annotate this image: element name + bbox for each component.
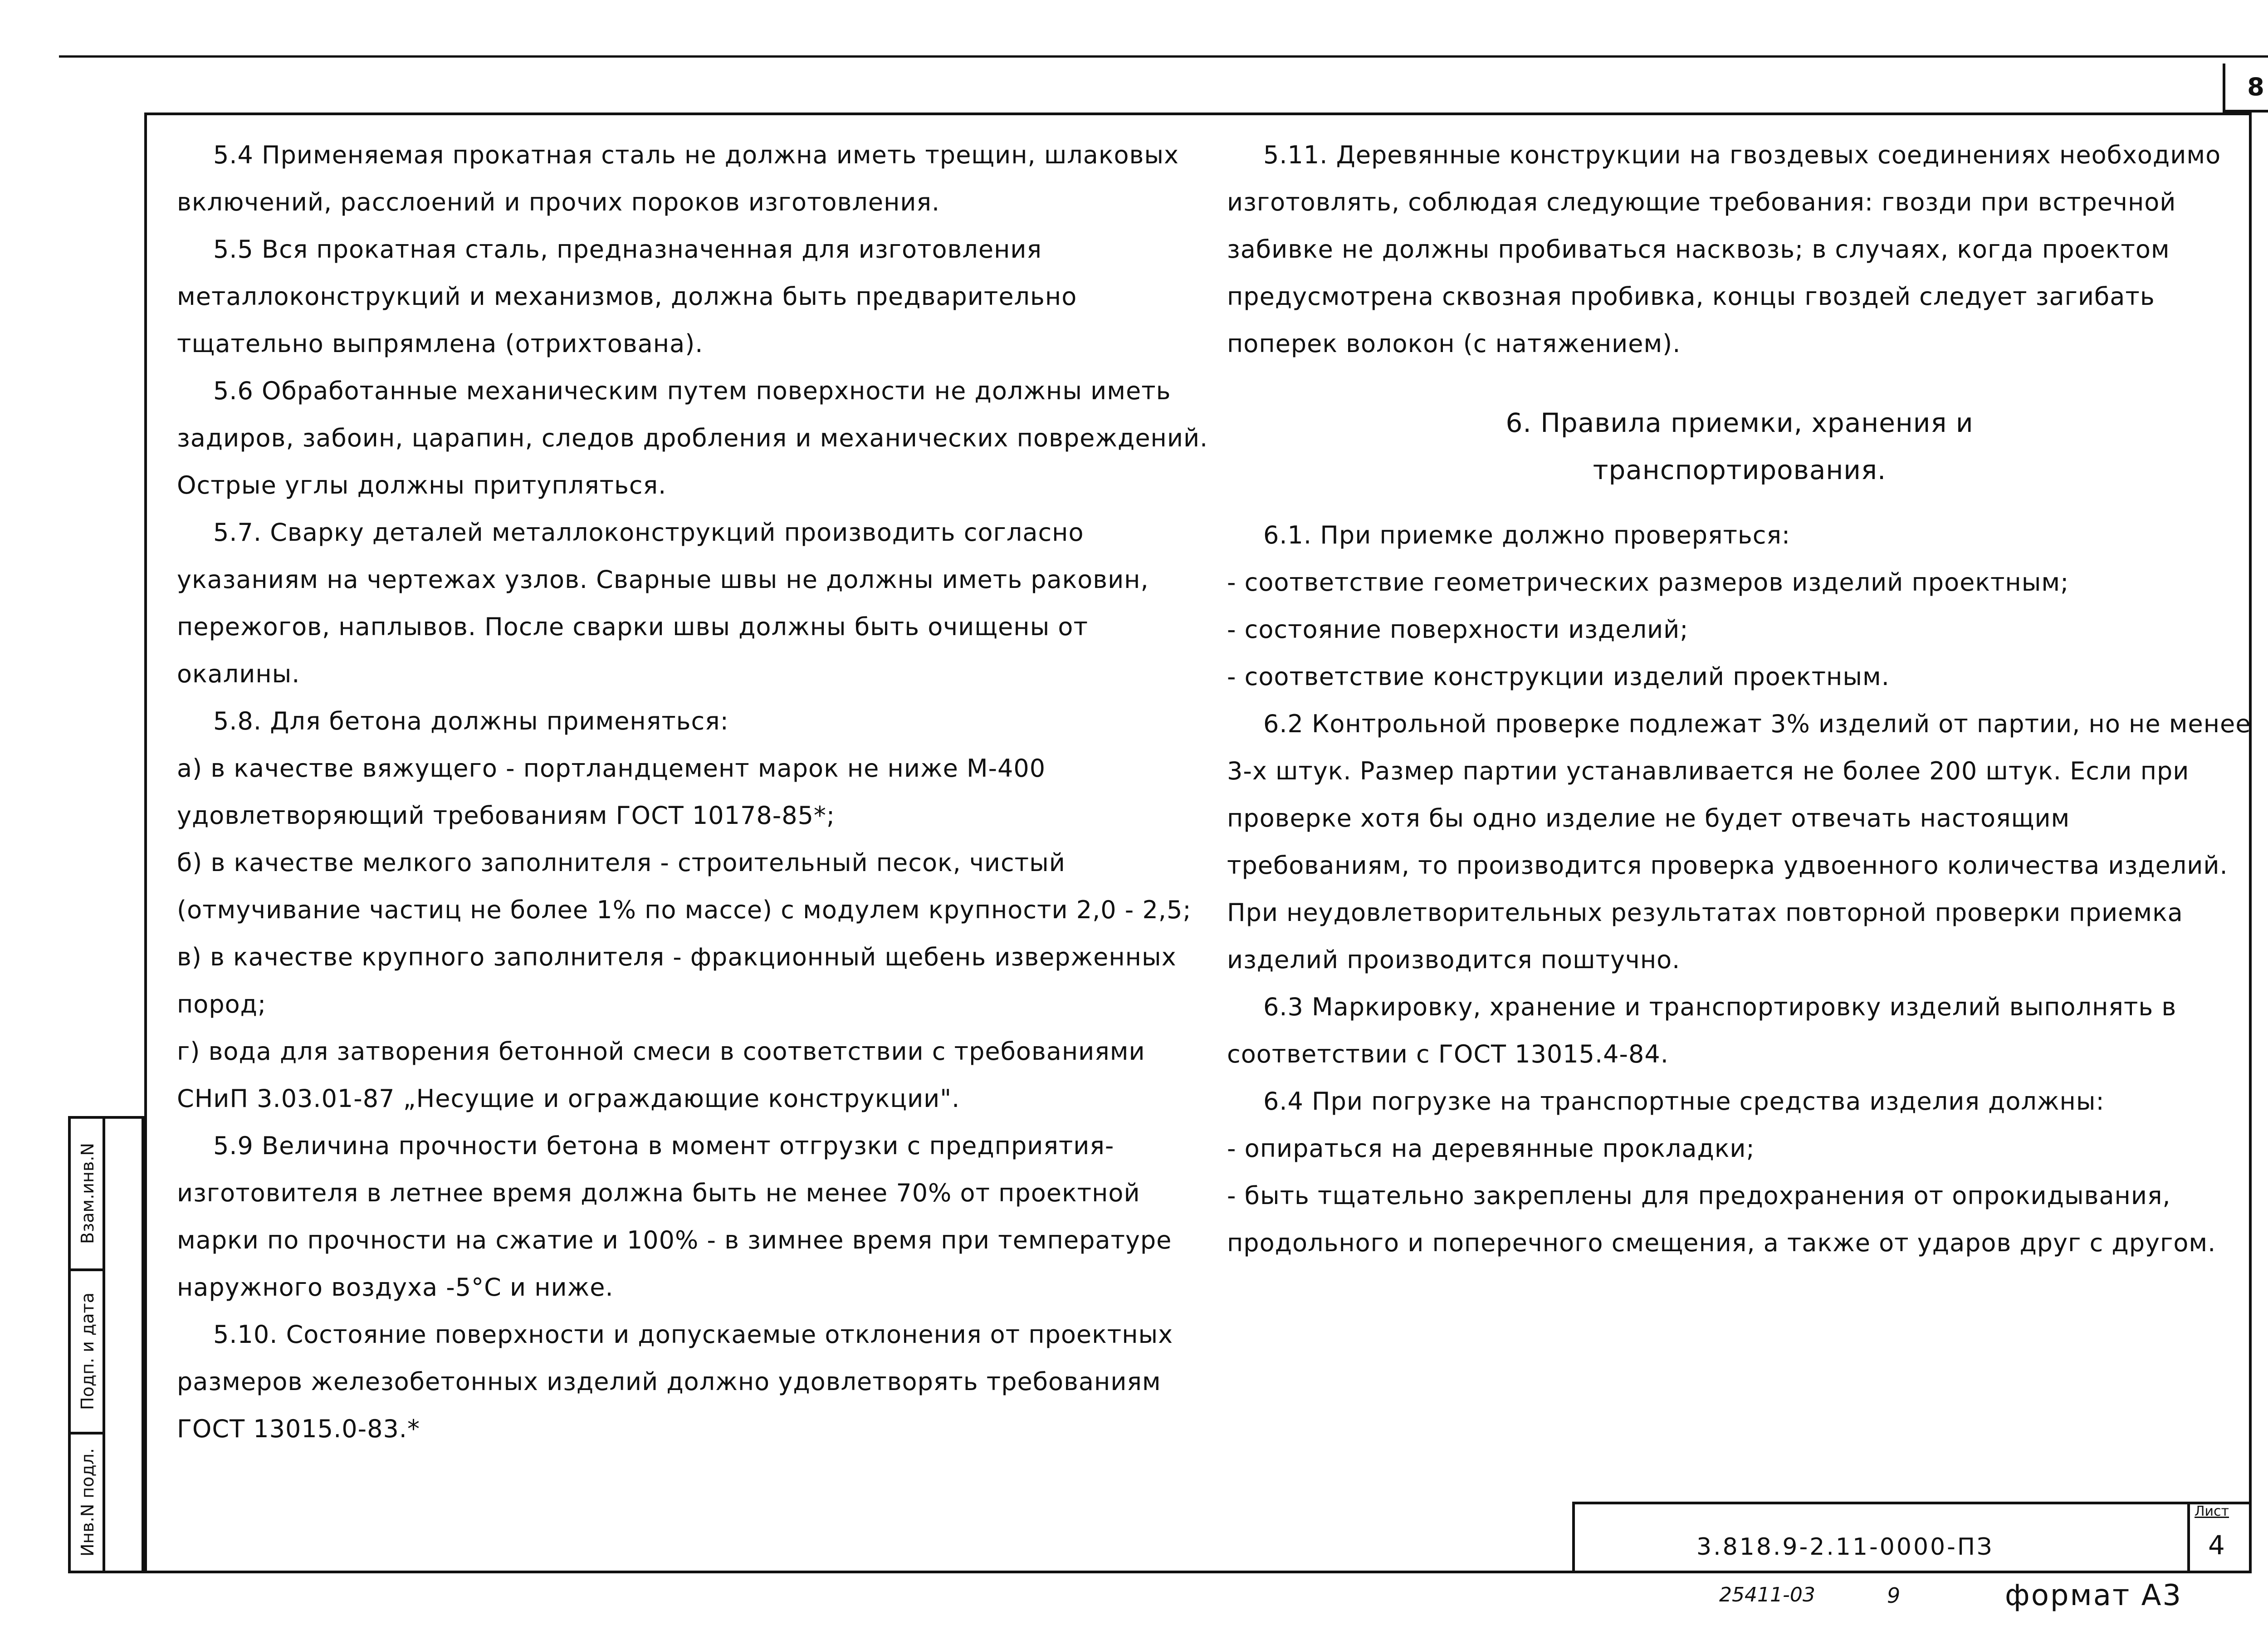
document-code: 3.818.9-2.11-0000-ПЗ (1696, 1533, 1994, 1561)
paragraph: 6.2 Контрольной проверке подлежат 3% изделий от партии, но не менее 3-х штук. Размер партии устанавливается не более 200 штук. Если при проверке хотя бы одно изделие не будет отвечать настоящим требованиям, то производится проверка удвоенного количества изделий. При неудовлетворительных результатах повторной проверки приемка изделий производится поштучно. (1227, 710, 2251, 974)
paragraph: а) в качестве вяжущего - портландцемент марок не ниже М-400 удовлетворяющий требованиям ГОСТ 10178-85*; (177, 754, 1046, 830)
paragraph: - опираться на деревянные прокладки; (1227, 1134, 1755, 1163)
side-strip-divider (103, 1119, 105, 1571)
paragraph: - соответствие конструкции изделий проектным. (1227, 662, 1890, 691)
section-heading-line2: транспортирования. (1593, 455, 1887, 485)
paragraph: 5.7. Сварку деталей металлоконструкций производить согласно указаниям на чертежах узлов. Сварные швы не должны иметь раковин, пережогов, наплывов. После сварки швы должны быть очищены от окалины. (177, 518, 1149, 688)
left-column (177, 132, 1216, 1453)
paragraph: 5.6 Обработанные механическим путем поверхности не должны иметь задиров, забоин, царапин, следов дробления и механических повреждений. Острые углы должны притупляться. (177, 377, 1208, 499)
inventory-number: 25411-03 (1719, 1583, 1815, 1606)
right-column-top (1227, 132, 2252, 367)
sheet-number-top-value: 8 (2247, 72, 2264, 101)
copies-count: 9 (1887, 1583, 1901, 1608)
paragraph: 5.4 Применяемая прокатная сталь не должна иметь трещин, шлаковых включений, расслоений и прочих пороков изготовления. (177, 141, 1179, 216)
paragraph: 6.1. При приемке должно проверяться: (1263, 521, 1791, 549)
sheet-number-top (2223, 64, 2268, 113)
paragraph: 5.5 Вся прокатная сталь, предназначенная для изготовления металлоконструкций и механизмов, должна быть предварительно тщательно выпрямлена (отрихтована). (177, 235, 1077, 358)
paragraph: 5.11. Деревянные конструкции на гвоздевых соединениях необходимо изготовлять, соблюдая следующие требования: гвозди при встречной забивке не должны пробиваться насквозь; в случаях, когда проектом предусмотрена сквозная пробивка, концы гвоздей следует загибать поперек волокон (с натяжением). (1227, 141, 2221, 358)
paragraph: - быть тщательно закреплены для предохранения от опрокидывания, продольного и поперечного смещения, а также от ударов друг с другом. (1227, 1181, 2216, 1257)
side-stamp-strip (68, 1116, 144, 1573)
sheet-label: Лист (2195, 1503, 2229, 1519)
paragraph: - состояние поверхности изделий; (1227, 615, 1689, 644)
paragraph: 6.3 Маркировку, хранение и транспортировку изделий выполнять в соответствии с ГОСТ 13015.4-84. (1227, 993, 2177, 1068)
right-column-bottom (1227, 512, 2252, 1267)
section-heading-line1: 6. Правила приемки, хранения и (1505, 407, 1974, 438)
side-sign-date-label: Подп. и дата (78, 1292, 98, 1410)
paragraph: 5.8. Для бетона должны применяться: (213, 707, 729, 735)
paragraph: 6.4 При погрузке на транспортные средства изделия должны: (1263, 1087, 2105, 1116)
paragraph: в) в качестве крупного заполнителя - фракционный щебень изверженных пород; (177, 943, 1177, 1018)
paragraph: г) вода для затворения бетонной смеси в соответствии с требованиями СНиП 3.03.01-87 „Несущие и ограждающие конструкции". (177, 1037, 1145, 1113)
paragraph: б) в качестве мелкого заполнителя - строительный песок, чистый (отмучивание частиц не более 1% по массе) с модулем крупности 2,0 - 2,5; (177, 848, 1192, 924)
side-replaced-label: Взам.инв.N (78, 1143, 98, 1244)
section-heading (1227, 399, 2252, 494)
paragraph: 5.10. Состояние поверхности и допускаемые отклонения от проектных размеров железобетонных изделий должно удовлетворять требованиям ГОСТ 13015.0-83.* (177, 1320, 1173, 1443)
side-inv-orig-label: Инв.N подл. (78, 1448, 98, 1557)
paper-format: формат А3 (2005, 1579, 2183, 1612)
right-column (1227, 132, 2252, 1267)
paragraph: 5.9 Величина прочности бетона в момент отгрузки с предприятия-изготовителя в летнее время должна быть не менее 70% от проектной марки по прочности на сжатие и 100% - в зимнее время при температуре наружного воздуха -5°С и ниже. (177, 1131, 1172, 1302)
paragraph: - соответствие геометрических размеров изделий проектным; (1227, 568, 2069, 597)
sheet-number: 4 (2208, 1530, 2225, 1561)
top-rule (59, 55, 2268, 58)
